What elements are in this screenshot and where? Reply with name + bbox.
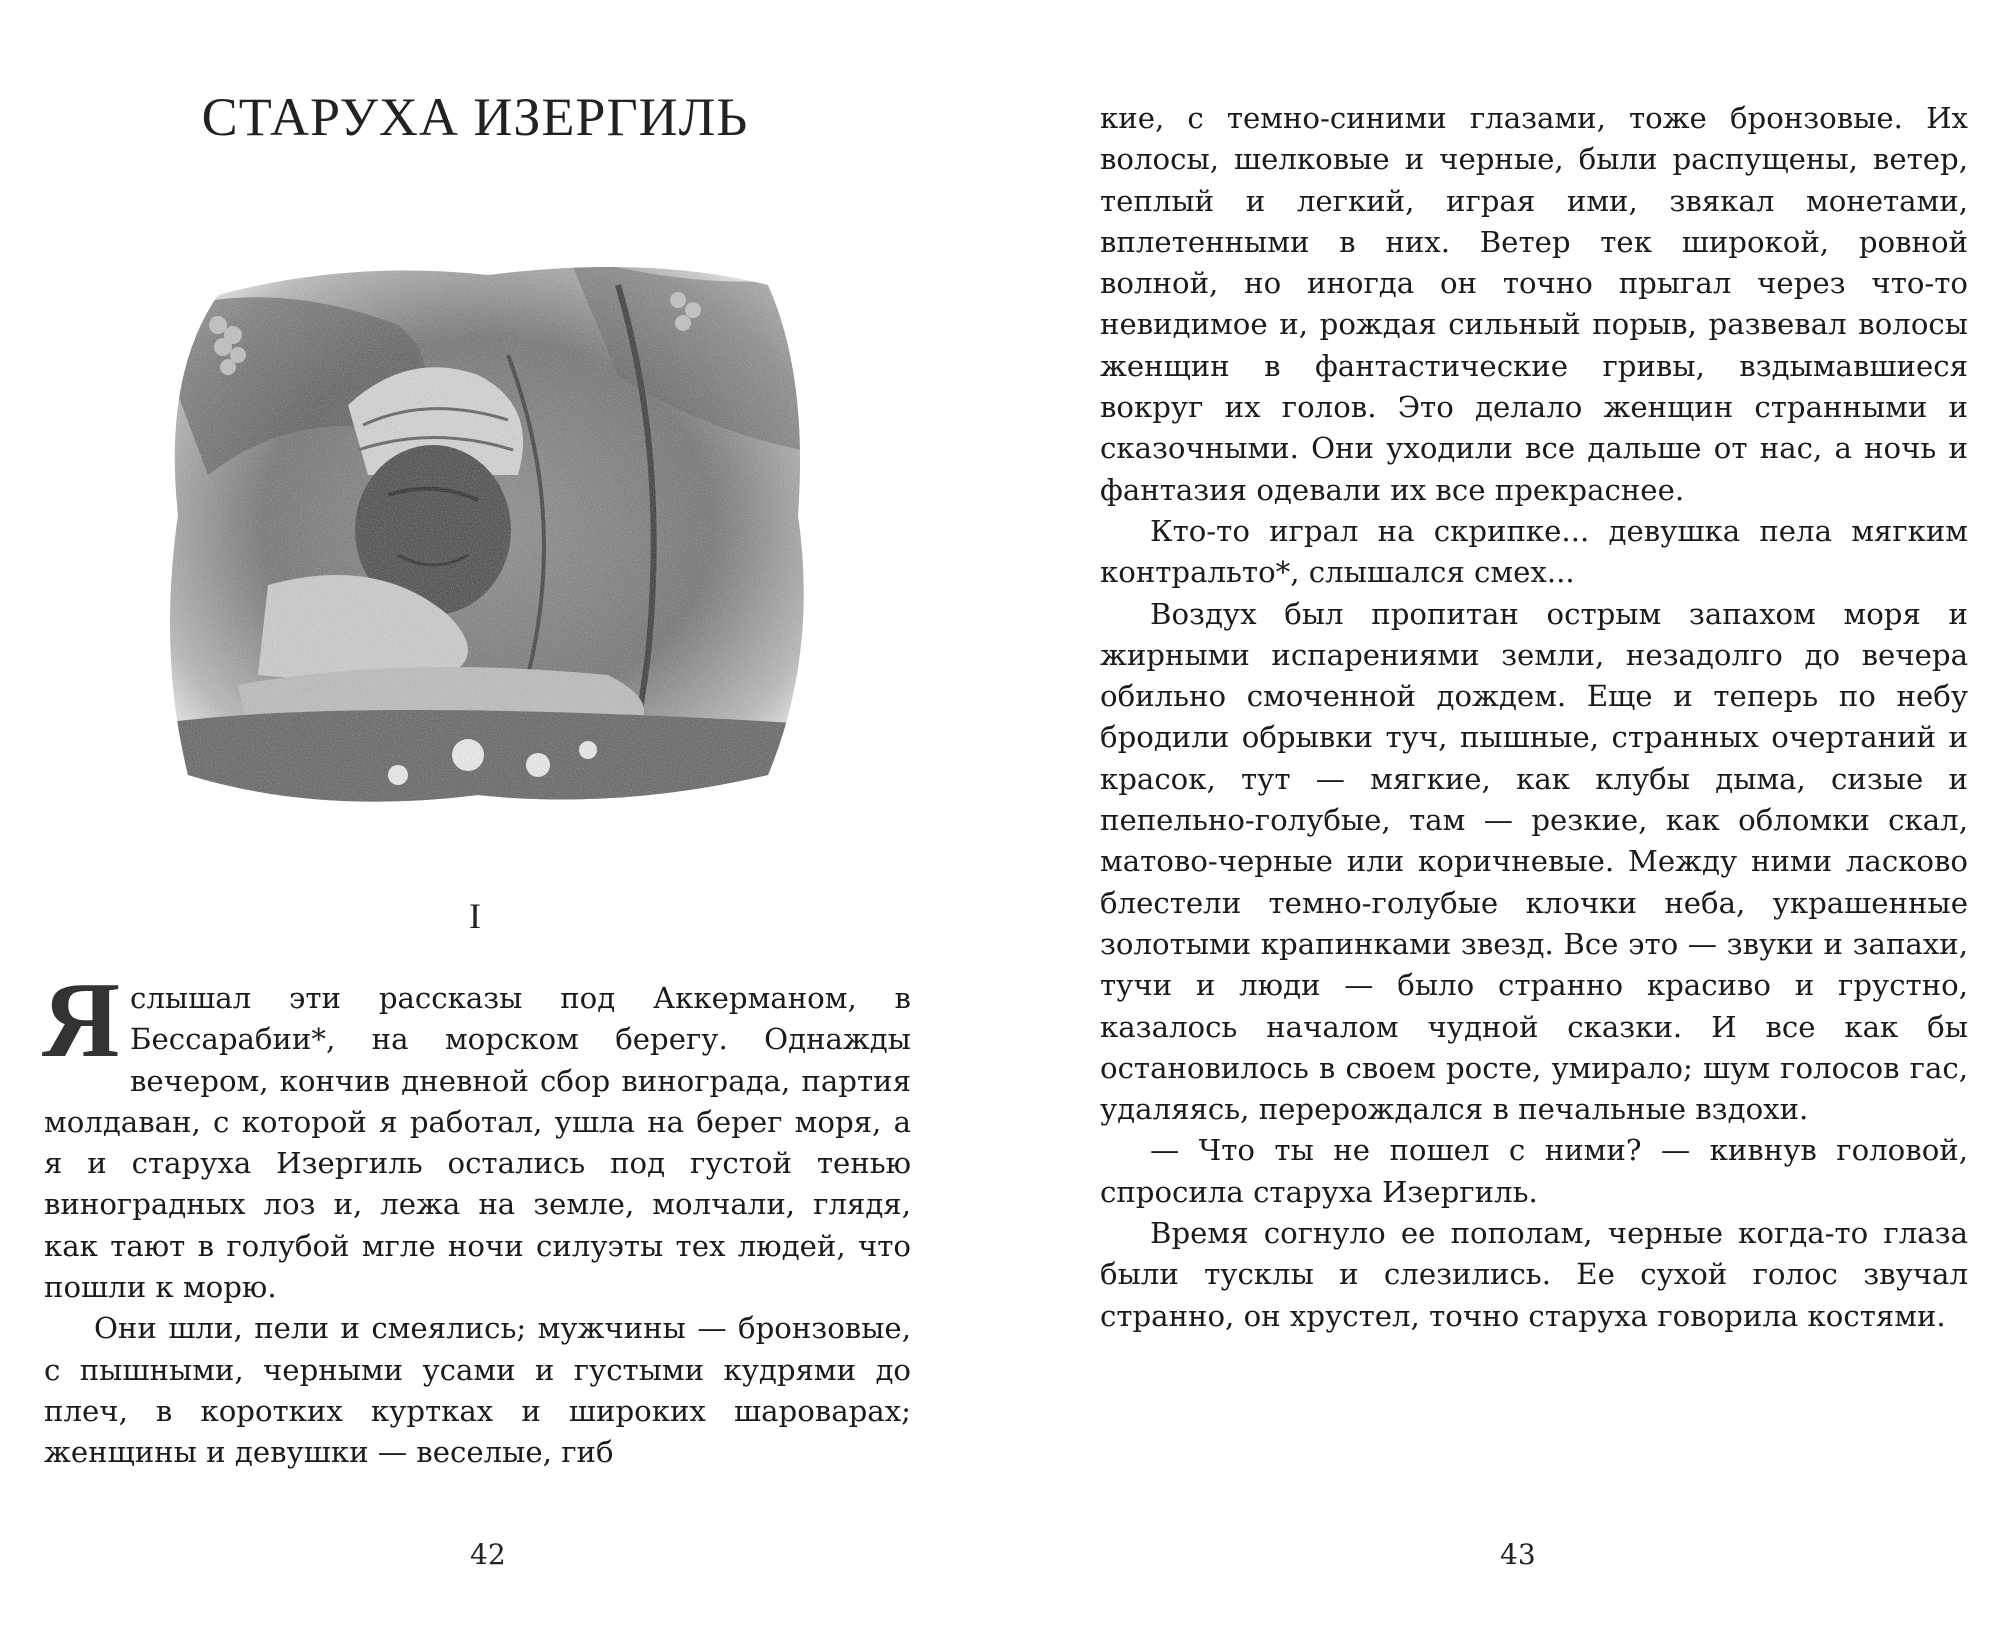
paragraph: Кто-то играл на скрипке... девушка пела мягким контральто*, слышался смех...: [1100, 513, 1968, 590]
paragraph: Время согнуло ее пополам, черные когда-то глаза были тусклы и слезились. Ее сухой голос звучал странно, он хрустел, точно старуха говорила костями.: [1100, 1216, 1968, 1333]
illustration-old-woman: [148, 255, 828, 815]
drop-cap: Я: [42, 961, 120, 1080]
paragraph: — Что ты не пошел с ними? — кивнув головой, спросила старуха Изергиль.: [1100, 1133, 1968, 1209]
paragraph: кие, с темно-синими глазами, тоже бронзовые. Их волосы, шелковые и черные, были распущены, ветер, теплый и легкий, играя ими, звякал монетами, вплетенными в них. Ветер тек широкой, ровной волной, но иногда он точно прыгал через что-то невидимое и, рождая сильный порыв, развевал волосы женщин в фантастические гривы, вздымавшиеся вокруг их голов. Это делало женщин странными и сказочными. Они уходили все дальше от нас, а ночь и фантазия одевали их все прекраснее.: [1100, 101, 1968, 507]
right-page: [1000, 0, 2000, 1637]
right-page-text: [1100, 98, 1968, 1337]
chapter-number: I: [469, 896, 481, 936]
left-page-text: [42, 961, 911, 1474]
story-title: СТАРУХА ИЗЕРГИЛЬ: [201, 87, 749, 147]
paragraph: Они шли, пели и смеялись; мужчины — бронзовые, с пышными, черными усами и густыми кудрями до плеч, в коротких куртках и широких шароварах; женщины и девушки — веселые, гиб: [44, 1311, 911, 1470]
paragraph: Яслышал эти рассказы под Аккерманом, в Бессарабии*, на морском берегу. Однажды вечером, кончив дневной сбор винограда, партия молдаван, с которой я работал, ушла на берег моря, а я и старуха Изергиль остались под густой тенью виноградных лоз и, лежа на земле, молчали, глядя, как тают в голубой мгле ночи силуэты тех людей, что пошли к морю.: [42, 961, 911, 1305]
page-number-left: 42: [470, 1538, 506, 1571]
page-number-right: 43: [1500, 1538, 1536, 1571]
paragraph: Воздух был пропитан острым запахом моря и жирными испарениями земли, незадолго до вечера обильно смоченной дождем. Еще и теперь по небу бродили обрывки туч, пышные, странных очертаний и красок, тут — мягкие, как клубы дыма, сизые и пепельно-голубые, там — резкие, как обломки скал, матово-черные или коричневые. Между ними ласково блестели темно-голубые клочки неба, украшенные золотыми крапинками звезд. Все это — звуки и запахи, тучи и люди — было странно красиво и грустно, казалось началом чудной сказки. И все как бы остановилось в своем росте, умирало; шум голосов гас, удаляясь, перерождался в печальные вздохи.: [1100, 596, 1968, 1127]
